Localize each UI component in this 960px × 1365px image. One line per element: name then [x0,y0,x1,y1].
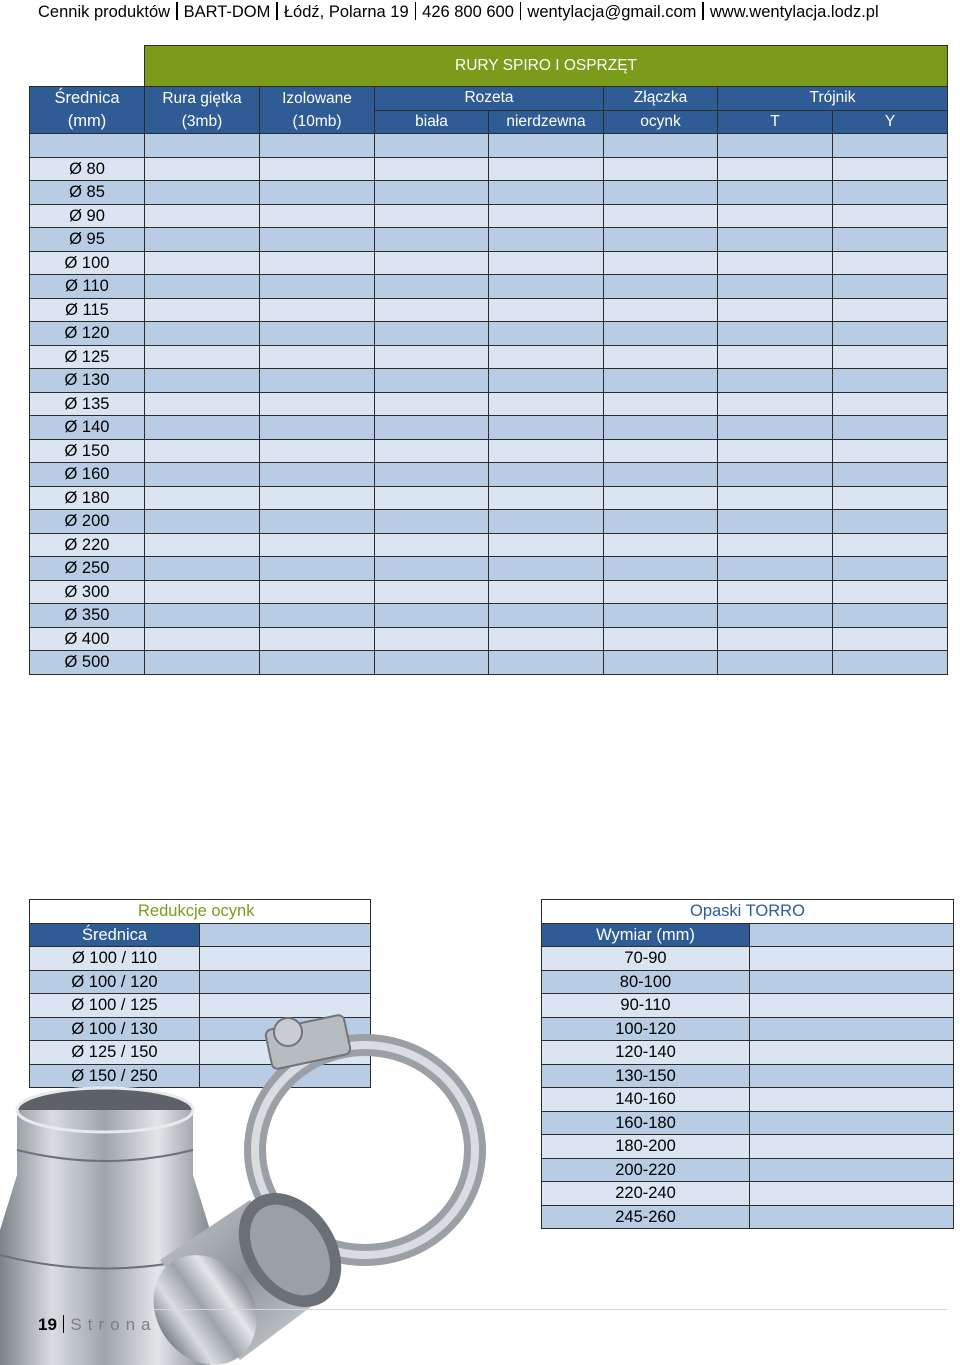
price-cell [145,486,260,510]
price-cell [604,416,718,440]
price-cell [718,533,833,557]
price-cell [489,533,604,557]
price-cell [489,392,604,416]
diameter-cell: Ø 500 [30,651,145,675]
price-cell [833,345,948,369]
price-cell [833,416,948,440]
price-cell [604,557,718,581]
header-email: wentylacja@gmail.com [527,3,697,21]
table-row [542,1111,954,1135]
price-cell [375,651,489,675]
rozeta-steel-header: nierdzewna [489,110,604,134]
price-cell [718,134,833,158]
price-cell [145,557,260,581]
page-header [38,0,948,26]
page-word: Strona [70,1315,157,1334]
trojnik-header: Trójnik [718,87,948,111]
price-cell [145,228,260,252]
price-cell [718,345,833,369]
price-cell [833,580,948,604]
table-row [30,416,948,440]
price-cell [604,157,718,181]
price-cell [604,392,718,416]
price-cell [375,416,489,440]
price-cell [750,1205,954,1229]
clamp-size-cell: 80-100 [542,970,750,994]
clamp-size-cell: 70-90 [542,947,750,971]
price-cell [260,204,375,228]
price-cell [375,510,489,534]
price-cell [145,134,260,158]
price-cell [718,580,833,604]
price-cell [833,204,948,228]
table-row [30,345,948,369]
price-cell [145,181,260,205]
reduction-size-cell: Ø 100 / 110 [30,947,200,971]
table-row [30,134,948,158]
price-cell [260,510,375,534]
price-cell [833,322,948,346]
table-row [542,994,954,1018]
diameter-cell: Ø 90 [30,204,145,228]
price-cell [489,580,604,604]
price-cell [750,1135,954,1159]
clamp-size-header: Wymiar (mm) [542,923,750,947]
clamp-size-cell: 180-200 [542,1135,750,1159]
price-cell [145,275,260,299]
header-separator [276,2,278,20]
price-cell [375,604,489,628]
price-cell [260,627,375,651]
diameter-cell: Ø 110 [30,275,145,299]
price-cell [489,369,604,393]
price-cell [833,486,948,510]
price-cell [375,580,489,604]
flex-pipe-label: Rura giętka [162,90,242,107]
table-title: RURY SPIRO I OSPRZĘT [145,46,948,87]
clamp-size-cell: 100-120 [542,1017,750,1041]
price-cell [375,181,489,205]
price-cell [375,557,489,581]
zlaczka-sub-header: ocynk [604,110,718,134]
trojnik-t-header: T [718,110,833,134]
price-cell [375,298,489,322]
header-title: Cennik produktów [38,3,171,21]
price-cell [718,204,833,228]
header-separator [702,2,704,20]
price-cell [489,463,604,487]
price-cell [375,275,489,299]
diameter-cell: Ø 115 [30,298,145,322]
diameter-cell: Ø 80 [30,157,145,181]
price-cell [604,627,718,651]
price-cell [718,369,833,393]
price-cell [145,463,260,487]
trojnik-y-header: Y [833,110,948,134]
price-cell [718,651,833,675]
table-row [30,486,948,510]
clamp-size-cell: 200-220 [542,1158,750,1182]
header-separator [176,2,178,20]
clamp-size-cell: 130-150 [542,1064,750,1088]
price-cell [145,533,260,557]
price-cell [489,627,604,651]
price-cell [145,322,260,346]
table-row [30,970,371,994]
rozeta-header: Rozeta [375,87,604,111]
table-row [30,181,948,205]
header-separator [415,2,417,20]
price-cell [604,275,718,299]
price-cell [260,275,375,299]
price-cell [750,994,954,1018]
price-cell [604,345,718,369]
price-cell [750,1182,954,1206]
table-row [30,322,948,346]
table-row [30,228,948,252]
price-cell [375,392,489,416]
price-cell [833,510,948,534]
diameter-cell: Ø 200 [30,510,145,534]
price-cell [604,369,718,393]
price-cell [833,557,948,581]
reduction-size-cell: Ø 100 / 130 [30,1017,200,1041]
spiro-price-table [29,45,948,675]
price-cell [833,369,948,393]
price-cell [375,439,489,463]
price-cell [260,392,375,416]
price-cell [375,533,489,557]
price-cell [833,134,948,158]
diameter-cell: Ø 140 [30,416,145,440]
table-row [30,439,948,463]
price-cell [145,416,260,440]
clamp-size-cell: 160-180 [542,1111,750,1135]
price-cell [260,604,375,628]
price-cell [718,275,833,299]
price-cell [489,181,604,205]
price-cell [718,510,833,534]
price-cell [145,157,260,181]
clamp-size-cell: 90-110 [542,994,750,1018]
price-cell [145,604,260,628]
price-cell [750,970,954,994]
price-cell [489,251,604,275]
price-cell [145,627,260,651]
flex-pipe-unit: (3mb) [181,113,223,130]
price-cell [145,392,260,416]
reduction-size-cell: Ø 100 / 120 [30,970,200,994]
table-row [30,947,371,971]
clamp-title: Opaski TORRO [542,900,954,924]
footer-separator [63,1315,65,1333]
page-number: 19 [38,1315,57,1334]
price-cell [489,204,604,228]
price-cell [833,251,948,275]
price-cell [260,322,375,346]
diameter-cell: Ø 400 [30,627,145,651]
table-row [30,627,948,651]
table-row [542,1017,954,1041]
price-cell [750,1088,954,1112]
clamp-table [541,899,954,1229]
header-separator [520,2,522,20]
price-cell [604,486,718,510]
page-footer [38,1313,157,1337]
table-row [542,1088,954,1112]
price-cell [375,486,489,510]
price-cell [718,486,833,510]
table-row [542,1158,954,1182]
table-row [542,1041,954,1065]
price-cell [489,228,604,252]
price-cell [833,533,948,557]
header-address: Łódź, Polarna 19 [283,3,409,21]
flex-pipe-header [145,87,260,134]
price-cell [489,486,604,510]
price-cell [145,204,260,228]
rozeta-white-header: biała [375,110,489,134]
price-cell [833,604,948,628]
price-cell [604,604,718,628]
price-cell [375,322,489,346]
table-row [542,1135,954,1159]
table-row [30,392,948,416]
price-cell [833,392,948,416]
price-cell [718,251,833,275]
reduction-title: Redukcje ocynk [30,900,371,924]
diameter-cell: Ø 220 [30,533,145,557]
price-cell [489,345,604,369]
diameter-cell: Ø 125 [30,345,145,369]
insulated-header [260,87,375,134]
price-cell [718,228,833,252]
price-cell [260,651,375,675]
price-cell [145,345,260,369]
price-cell [604,533,718,557]
diameter-cell: Ø 300 [30,580,145,604]
diameter-cell: Ø 150 [30,439,145,463]
diameter-cell: Ø 135 [30,392,145,416]
price-cell [833,228,948,252]
price-cell [718,392,833,416]
price-cell [604,439,718,463]
price-cell [833,298,948,322]
price-cell [604,181,718,205]
reduction-size-cell: Ø 150 / 250 [30,1064,200,1088]
price-cell [604,580,718,604]
price-cell [375,204,489,228]
table-row [30,580,948,604]
reduction-blank-header [200,923,371,947]
diameter-unit: (mm) [67,112,107,130]
price-cell [260,486,375,510]
table-row [30,298,948,322]
price-cell [489,298,604,322]
price-cell [750,1017,954,1041]
reduction-size-cell: Ø 100 / 125 [30,994,200,1018]
diameter-cell: Ø 180 [30,486,145,510]
table-row [542,1182,954,1206]
price-cell [718,627,833,651]
diameter-cell: Ø 350 [30,604,145,628]
price-cell [489,651,604,675]
price-cell [375,627,489,651]
price-cell [375,134,489,158]
price-cell [718,463,833,487]
price-cell [260,345,375,369]
price-cell [489,510,604,534]
price-cell [604,134,718,158]
price-cell [375,369,489,393]
price-cell [750,1111,954,1135]
price-cell [145,251,260,275]
price-cell [489,439,604,463]
price-cell [260,181,375,205]
price-cell [260,157,375,181]
header-phone: 426 800 600 [422,3,514,21]
diameter-cell: Ø 100 [30,251,145,275]
price-cell [833,627,948,651]
price-cell [750,1041,954,1065]
price-cell [375,157,489,181]
price-cell [604,298,718,322]
table-row [30,275,948,299]
blank-corner [30,46,145,87]
clamp-blank-header [750,923,954,947]
price-cell [145,580,260,604]
price-cell [750,947,954,971]
price-cell [260,134,375,158]
diameter-cell: Ø 130 [30,369,145,393]
price-cell [718,416,833,440]
diameter-header [30,87,145,134]
diameter-label: Średnica [54,89,120,107]
table-row [30,510,948,534]
table-row [542,947,954,971]
price-cell [604,228,718,252]
price-cell [750,1064,954,1088]
price-cell [833,181,948,205]
price-cell [200,947,371,971]
price-cell [260,439,375,463]
price-cell [833,651,948,675]
price-cell [718,439,833,463]
insulated-unit: (10mb) [292,113,342,130]
table-row [30,204,948,228]
price-cell [145,510,260,534]
diameter-cell: Ø 160 [30,463,145,487]
clamp-size-cell: 140-160 [542,1088,750,1112]
price-cell [375,463,489,487]
footer-rule [148,1309,948,1310]
table-row [30,557,948,581]
price-cell [489,157,604,181]
price-cell [260,369,375,393]
clamp-size-cell: 245-260 [542,1205,750,1229]
price-cell [375,251,489,275]
price-cell [260,533,375,557]
price-cell [489,557,604,581]
price-cell [375,228,489,252]
price-cell [604,463,718,487]
table-row [30,157,948,181]
price-cell [750,1158,954,1182]
price-cell [260,557,375,581]
reduction-size-cell: Ø 125 / 150 [30,1041,200,1065]
price-cell [718,157,833,181]
price-cell [200,970,371,994]
diameter-cell: Ø 95 [30,228,145,252]
price-cell [145,439,260,463]
price-cell [145,651,260,675]
price-cell [833,275,948,299]
diameter-cell: Ø 85 [30,181,145,205]
price-cell [604,251,718,275]
table-row [30,533,948,557]
price-cell [718,298,833,322]
price-cell [604,510,718,534]
price-cell [489,275,604,299]
price-cell [145,369,260,393]
price-cell [833,439,948,463]
table-row [542,1064,954,1088]
table-row [542,970,954,994]
price-cell [489,604,604,628]
table-row [30,651,948,675]
price-cell [718,604,833,628]
diameter-cell: Ø 250 [30,557,145,581]
price-cell [833,463,948,487]
table-row [30,463,948,487]
price-cell [604,204,718,228]
price-cell [833,157,948,181]
price-cell [375,345,489,369]
diameter-cell: Ø 120 [30,322,145,346]
price-cell [489,134,604,158]
price-cell [718,322,833,346]
table-row [30,604,948,628]
header-company: BART-DOM [183,3,271,21]
price-cell [30,134,145,158]
price-cell [718,557,833,581]
price-cell [260,228,375,252]
zlaczka-header: Złączka [604,87,718,111]
table-row [30,251,948,275]
price-cell [260,416,375,440]
price-cell [489,416,604,440]
header-website: www.wentylacja.lodz.pl [709,3,879,21]
price-cell [604,651,718,675]
price-cell [718,181,833,205]
reduction-diameter-header: Średnica [30,923,200,947]
price-cell [260,463,375,487]
clamp-size-cell: 120-140 [542,1041,750,1065]
price-cell [145,298,260,322]
product-photo [0,1000,520,1365]
price-cell [260,580,375,604]
insulated-label: Izolowane [282,90,352,107]
price-cell [260,251,375,275]
price-cell [604,322,718,346]
price-cell [260,298,375,322]
price-cell [489,322,604,346]
clamp-size-cell: 220-240 [542,1182,750,1206]
table-row [542,1205,954,1229]
table-row [30,369,948,393]
